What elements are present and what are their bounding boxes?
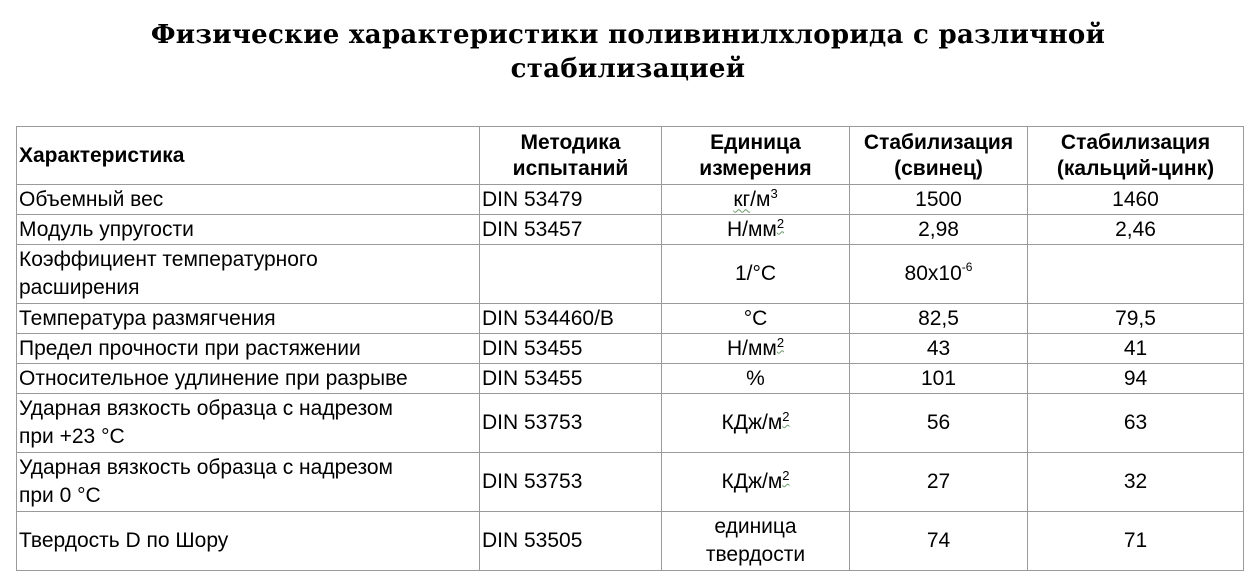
cell-method bbox=[480, 245, 662, 304]
cell-lead-value: 101 bbox=[850, 364, 1028, 394]
table-header-row bbox=[17, 127, 1244, 185]
cell-unit: % bbox=[662, 364, 850, 394]
cell-cazn-value: 41 bbox=[1028, 334, 1244, 364]
title-line-1: Физические характеристики поливинилхлорида с различной bbox=[150, 20, 1106, 50]
cell-cazn-value: 2,46 bbox=[1028, 215, 1244, 245]
table-row bbox=[17, 245, 1244, 304]
cell-characteristic: Ударная вязкость образца с надрезом при +23 °С bbox=[17, 394, 480, 453]
table-row bbox=[17, 215, 1244, 245]
cell-cazn-value: 94 bbox=[1028, 364, 1244, 394]
cell-characteristic: Температура размягчения bbox=[17, 304, 480, 334]
cell-cazn-value: 63 bbox=[1028, 394, 1244, 453]
cell-lead-value: 43 bbox=[850, 334, 1028, 364]
cell-characteristic: Относительное удлинение при разрыве bbox=[17, 364, 480, 394]
cell-characteristic: Ударная вязкость образца с надрезом при 0 °С bbox=[17, 453, 480, 512]
header-method: Методика испытаний bbox=[480, 127, 662, 185]
header-unit: Единица измерения bbox=[662, 127, 850, 185]
cell-characteristic: Объемный вес bbox=[17, 185, 480, 215]
cell-unit: °С bbox=[662, 304, 850, 334]
cell-method: DIN 53505 bbox=[480, 512, 662, 571]
cell-lead-value: 1500 bbox=[850, 185, 1028, 215]
cell-method: DIN 53455 bbox=[480, 334, 662, 364]
header-lead-stabilization: Стабилизация (свинец) bbox=[850, 127, 1028, 185]
cell-unit: $Н/мм^2$ bbox=[662, 215, 850, 245]
title-line-2: стабилизацией bbox=[510, 54, 746, 84]
document-title bbox=[0, 18, 1256, 86]
cell-lead-value: 27 bbox=[850, 453, 1028, 512]
cell-unit: $Н/мм^2$ bbox=[662, 334, 850, 364]
table-row bbox=[17, 304, 1244, 334]
table-row bbox=[17, 512, 1244, 571]
table-row bbox=[17, 185, 1244, 215]
cell-lead-value: $80x10^{-6}$ bbox=[850, 245, 1028, 304]
cell-method: DIN 53457 bbox=[480, 215, 662, 245]
cell-unit: $кг/м^3$ bbox=[662, 185, 850, 215]
cell-lead-value: 74 bbox=[850, 512, 1028, 571]
cell-method: DIN 53753 bbox=[480, 394, 662, 453]
cell-unit: КДж/$м^2$ bbox=[662, 394, 850, 453]
cell-lead-value: 2,98 bbox=[850, 215, 1028, 245]
cell-cazn-value bbox=[1028, 245, 1244, 304]
cell-unit: единица твердости bbox=[662, 512, 850, 571]
header-cazn-stabilization: Стабилизация (кальций-цинк) bbox=[1028, 127, 1244, 185]
cell-method: DIN 53753 bbox=[480, 453, 662, 512]
cell-characteristic: Предел прочности при растяжении bbox=[17, 334, 480, 364]
properties-table bbox=[16, 126, 1244, 571]
table-row bbox=[17, 453, 1244, 512]
cell-method: DIN 53455 bbox=[480, 364, 662, 394]
cell-lead-value: 56 bbox=[850, 394, 1028, 453]
cell-unit: КДж/$м^2$ bbox=[662, 453, 850, 512]
cell-characteristic: Коэффициент температурного расширения bbox=[17, 245, 480, 304]
cell-cazn-value: 71 bbox=[1028, 512, 1244, 571]
table-row bbox=[17, 364, 1244, 394]
cell-cazn-value: 32 bbox=[1028, 453, 1244, 512]
cell-cazn-value: 1460 bbox=[1028, 185, 1244, 215]
cell-cazn-value: 79,5 bbox=[1028, 304, 1244, 334]
cell-method: DIN 534460/B bbox=[480, 304, 662, 334]
cell-method: DIN 53479 bbox=[480, 185, 662, 215]
cell-characteristic: Модуль упругости bbox=[17, 215, 480, 245]
cell-lead-value: 82,5 bbox=[850, 304, 1028, 334]
table-body bbox=[17, 185, 1244, 571]
table-row bbox=[17, 394, 1244, 453]
cell-unit: 1/°С bbox=[662, 245, 850, 304]
header-characteristic: Характеристика bbox=[17, 127, 480, 185]
table-row bbox=[17, 334, 1244, 364]
cell-characteristic: Твердость D по Шору bbox=[17, 512, 480, 571]
